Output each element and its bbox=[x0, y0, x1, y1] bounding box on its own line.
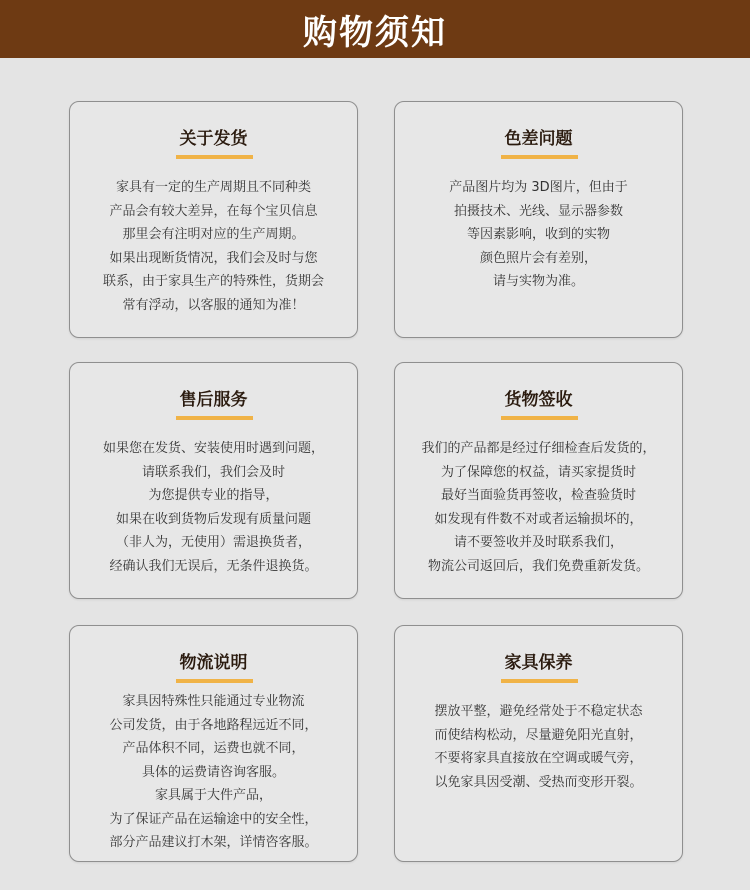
card-body bbox=[80, 437, 347, 578]
card-text-line: 以免家具因受潮、受热而变形开裂。 bbox=[434, 774, 643, 790]
card-text-line: 请与实物为准。 bbox=[492, 274, 584, 289]
card-text-line: 为您提供专业的指导， bbox=[148, 488, 279, 503]
card-body bbox=[405, 176, 672, 294]
card-title: 关于发货 bbox=[179, 129, 248, 149]
card-title: 售后服务 bbox=[179, 390, 248, 410]
card-body bbox=[405, 437, 672, 578]
card-text-line: 那里会有注明对应的生产周期。 bbox=[122, 227, 305, 242]
title-underline bbox=[176, 416, 253, 420]
page-title: 购物须知 bbox=[303, 12, 447, 53]
card-text-line: 常有浮动，以客服的通知为准！ bbox=[122, 297, 305, 313]
card-shipping bbox=[69, 101, 358, 338]
card-after-sales bbox=[69, 362, 358, 599]
card-body bbox=[405, 700, 672, 794]
card-text-line: 请不要签收并及时联系我们， bbox=[453, 535, 623, 550]
card-delivery-receipt bbox=[394, 362, 683, 599]
card-body bbox=[80, 176, 347, 317]
card-text-line: 最好当面验货再签收，检查验货时 bbox=[440, 488, 636, 503]
card-text-line: 产品会有较大差异，在每个宝贝信息 bbox=[109, 203, 318, 219]
card-text-line: （非人为，无使用）需退换货者， bbox=[115, 535, 311, 550]
card-text-line: 家具因特殊性只能通过专业物流 bbox=[122, 694, 305, 709]
card-text-line: 联系，由于家具生产的特殊性，货期会 bbox=[102, 274, 324, 289]
card-title: 货物签收 bbox=[504, 390, 573, 410]
card-logistics bbox=[69, 625, 358, 862]
card-text-line: 颜色照片会有差别， bbox=[479, 250, 597, 266]
card-text-line: 如发现有件数不对或者运输损坏的， bbox=[434, 511, 643, 527]
card-text-line: 家具属于大件产品， bbox=[154, 788, 272, 803]
card-text-line: 我们的产品都是经过仔细检查后发货的， bbox=[421, 441, 656, 456]
card-text-line: 摆放平整，避免经常处于不稳定状态 bbox=[434, 704, 643, 719]
card-text-line: 为了保障您的权益，请买家提货时 bbox=[440, 464, 636, 480]
header-banner bbox=[0, 0, 750, 58]
card-text-line: 具体的运费请咨询客服。 bbox=[141, 764, 285, 780]
card-title: 物流说明 bbox=[179, 653, 248, 673]
title-underline bbox=[501, 155, 578, 159]
card-text-line: 经确认我们无误后，无条件退换货。 bbox=[109, 558, 318, 574]
card-title: 家具保养 bbox=[504, 653, 573, 673]
card-text-line: 为了保证产品在运输途中的安全性， bbox=[109, 811, 318, 827]
card-text-line: 不要将家具直接放在空调或暖气旁， bbox=[434, 751, 643, 766]
card-furniture-care bbox=[394, 625, 683, 862]
card-text-line: 产品体积不同，运费也就不同， bbox=[122, 741, 305, 756]
card-body bbox=[80, 690, 347, 855]
title-underline bbox=[501, 679, 578, 683]
card-text-line: 如果出现断货情况，我们会及时与您 bbox=[109, 250, 318, 266]
card-text-line: 请联系我们，我们会及时 bbox=[141, 464, 285, 480]
card-text-line: 如果您在发货、安装使用时遇到问题， bbox=[102, 441, 324, 456]
card-text-line: 而使结构松动，尽量避免阳光直射， bbox=[434, 727, 643, 743]
title-underline bbox=[176, 155, 253, 159]
card-text-line: 公司发货，由于各地路程远近不同， bbox=[109, 717, 318, 733]
card-text-line: 拍摄技术、光线、显示器参数 bbox=[453, 203, 623, 219]
title-underline bbox=[501, 416, 578, 420]
card-title: 色差问题 bbox=[504, 129, 573, 149]
title-underline bbox=[176, 679, 253, 683]
card-text-line: 产品图片均为 3D图片，但由于 bbox=[449, 180, 628, 195]
card-text-line: 部分产品建议打木架，详情咨客服。 bbox=[109, 835, 318, 850]
card-color-difference bbox=[394, 101, 683, 338]
card-text-line: 物流公司返回后，我们免费重新发货。 bbox=[427, 558, 649, 574]
card-text-line: 如果在收到货物后发现有质量问题 bbox=[115, 511, 311, 527]
card-text-line: 等因素影响，收到的实物 bbox=[466, 227, 610, 242]
card-text-line: 家具有一定的生产周期且不同种类 bbox=[115, 180, 311, 195]
